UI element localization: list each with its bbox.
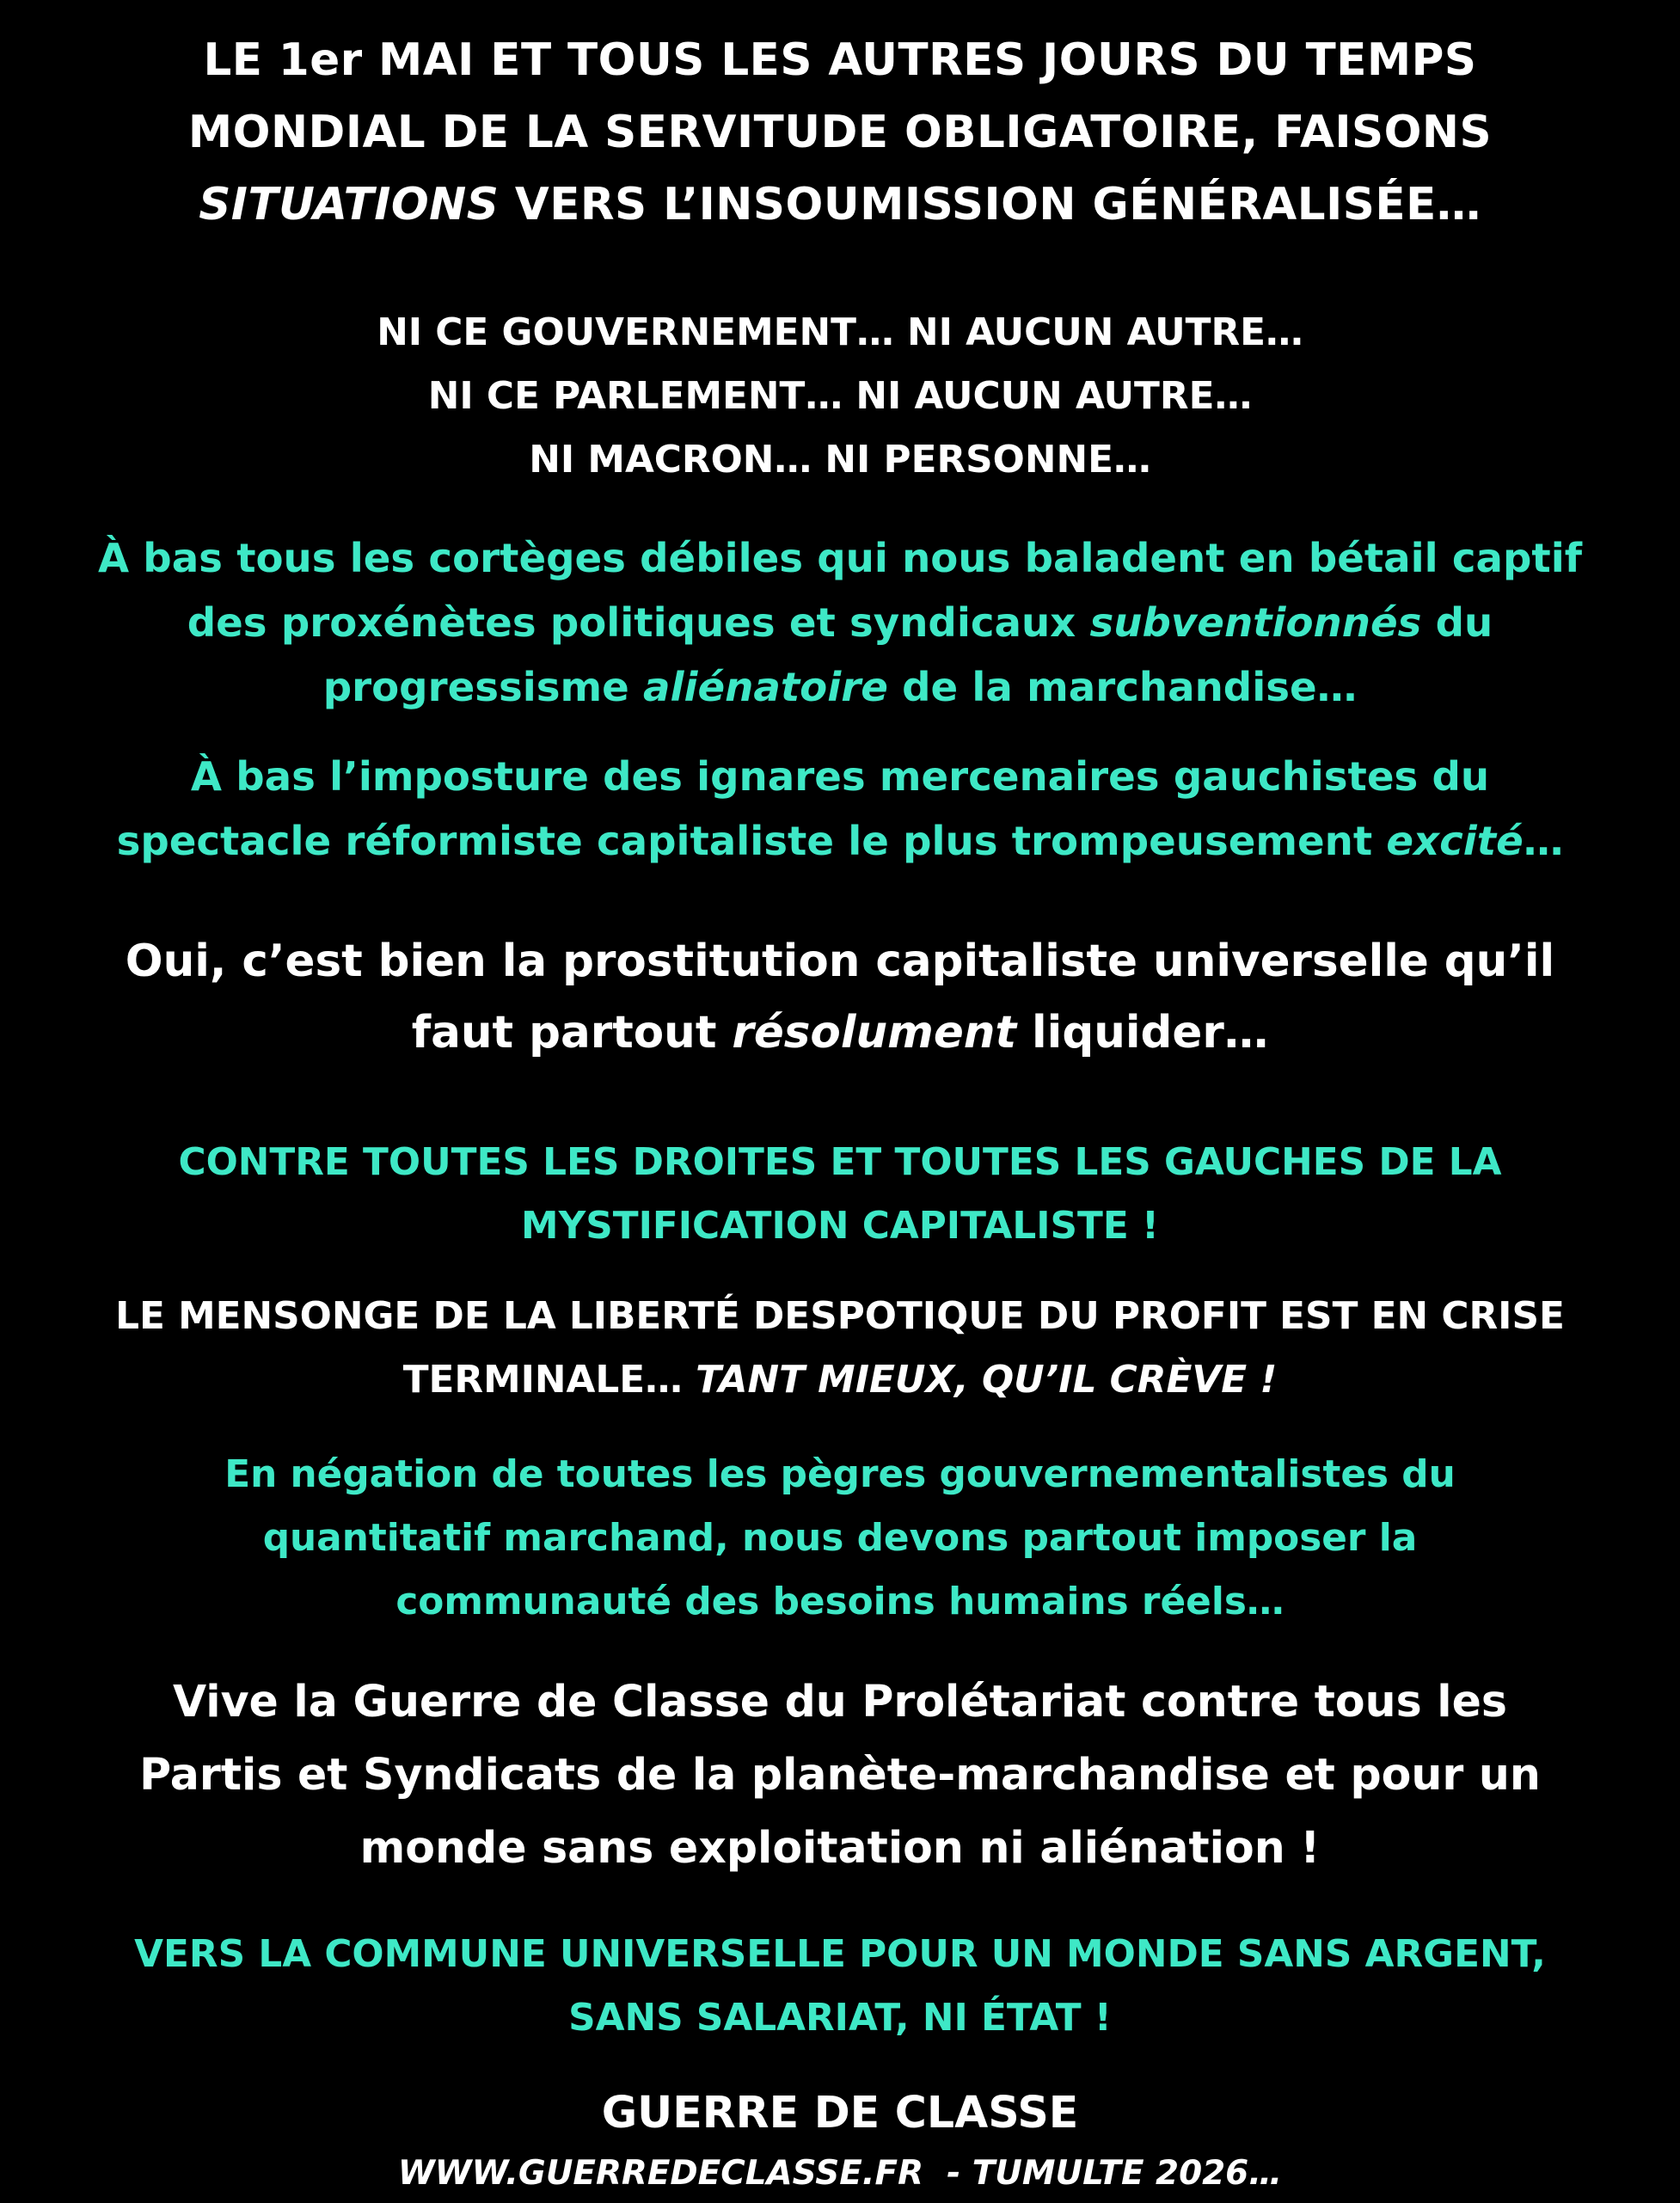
headline-line-1: LE 1er MAI ET TOUS LES AUTRES JOURS DU TEMPS	[203, 34, 1477, 86]
negation-paragraph	[0, 1443, 1680, 1634]
a-bas-2-line-1: À bas l’imposture des ignares mercenaires gauchistes du	[190, 754, 1490, 801]
a-bas-paragraph-2	[0, 746, 1680, 874]
mensonge-emphasis: TANT MIEUX, QU’IL CRÈVE !	[696, 1358, 1278, 1402]
commune-line-2: SANS SALARIAT, NI ÉTAT !	[568, 1996, 1112, 2040]
mensonge-line-1: LE MENSONGE DE LA LIBERTÉ DESPOTIQUE DU PROFIT EST EN CRISE	[115, 1294, 1565, 1338]
negation-line-3: communauté des besoins humains réels…	[395, 1580, 1285, 1623]
commune-paragraph	[0, 1923, 1680, 2050]
mensonge-line-2-a: TERMINALE…	[402, 1358, 696, 1402]
headline-line-3	[0, 169, 1680, 241]
oui-paragraph	[0, 926, 1680, 1069]
a-bas-1-emphasis-2: aliénatoire	[643, 665, 888, 711]
a-bas-1-line-1: À bas tous les cortèges débiles qui nous baladent en bétail captif	[97, 536, 1583, 582]
ni-line-2: NI CE PARLEMENT… NI AUCUN AUTRE…	[427, 374, 1253, 418]
mensonge-line-2	[0, 1348, 1680, 1412]
signature-name-text: GUERRE DE CLASSE	[601, 2087, 1079, 2138]
oui-line-2	[0, 997, 1680, 1069]
negation-line-2: quantitatif marchand, nous devons partout imposer la	[262, 1516, 1418, 1560]
vive-line-3: monde sans exploitation ni aliénation !	[359, 1822, 1321, 1873]
a-bas-2-line-2	[0, 810, 1680, 874]
a-bas-1-line-2	[0, 592, 1680, 656]
mensonge-paragraph	[0, 1285, 1680, 1412]
contre-line-1: CONTRE TOUTES LES DROITES ET TOUTES LES GAUCHES DE LA	[178, 1140, 1502, 1184]
vive-line-2: Partis et Syndicats de la planète-marchandise et pour un	[139, 1749, 1541, 1800]
a-bas-1-line-3-a: progressisme	[322, 665, 644, 711]
signature-name	[0, 2081, 1680, 2145]
a-bas-2-emphasis: excité	[1386, 819, 1524, 865]
negation-line-1: En négation de toutes les pègres gouvernementalistes du	[224, 1452, 1456, 1496]
vive-paragraph	[0, 1665, 1680, 1884]
headline-emphasis: SITUATIONS	[199, 179, 500, 230]
contre-line-2: MYSTIFICATION CAPITALISTE !	[521, 1204, 1159, 1248]
commune-line-1: VERS LA COMMUNE UNIVERSELLE POUR UN MONDE SANS ARGENT,	[134, 1932, 1546, 1976]
oui-line-2-b: liquider…	[1016, 1007, 1269, 1059]
headline	[0, 24, 1680, 241]
signature-url-text: WWW.GUERREDECLASSE.FR - TUMULTE 2026…	[397, 2154, 1283, 2193]
headline-line-3-rest: VERS L’INSOUMISSION GÉNÉRALISÉE…	[499, 179, 1481, 230]
headline-line-2: MONDIAL DE LA SERVITUDE OBLIGATOIRE, FAISONS	[187, 107, 1493, 158]
vive-line-1: Vive la Guerre de Classe du Prolétariat contre tous les	[173, 1676, 1507, 1727]
a-bas-1-line-2-b: du	[1421, 600, 1493, 647]
ni-line-3: NI MACRON… NI PERSONNE…	[529, 438, 1151, 482]
a-bas-1-emphasis-1: subventionnés	[1089, 600, 1422, 647]
oui-line-2-a: faut partout	[411, 1007, 733, 1059]
oui-emphasis: résolument	[732, 1007, 1017, 1059]
a-bas-2-line-2-b: …	[1523, 819, 1564, 865]
ni-line-1: NI CE GOUVERNEMENT… NI AUCUN AUTRE…	[377, 310, 1303, 354]
a-bas-paragraph-1	[0, 527, 1680, 721]
oui-line-1: Oui, c’est bien la prostitution capitaliste universelle qu’il	[125, 936, 1555, 987]
a-bas-1-line-3	[0, 656, 1680, 721]
a-bas-1-line-3-b: de la marchandise…	[887, 665, 1358, 711]
signature-url	[0, 2145, 1680, 2203]
a-bas-1-line-2-a: des proxénètes politiques et syndicaux	[187, 600, 1090, 647]
ni-block	[0, 301, 1680, 492]
contre-paragraph	[0, 1131, 1680, 1258]
a-bas-2-line-2-a: spectacle réformiste capitaliste le plus trompeusement	[116, 819, 1387, 865]
